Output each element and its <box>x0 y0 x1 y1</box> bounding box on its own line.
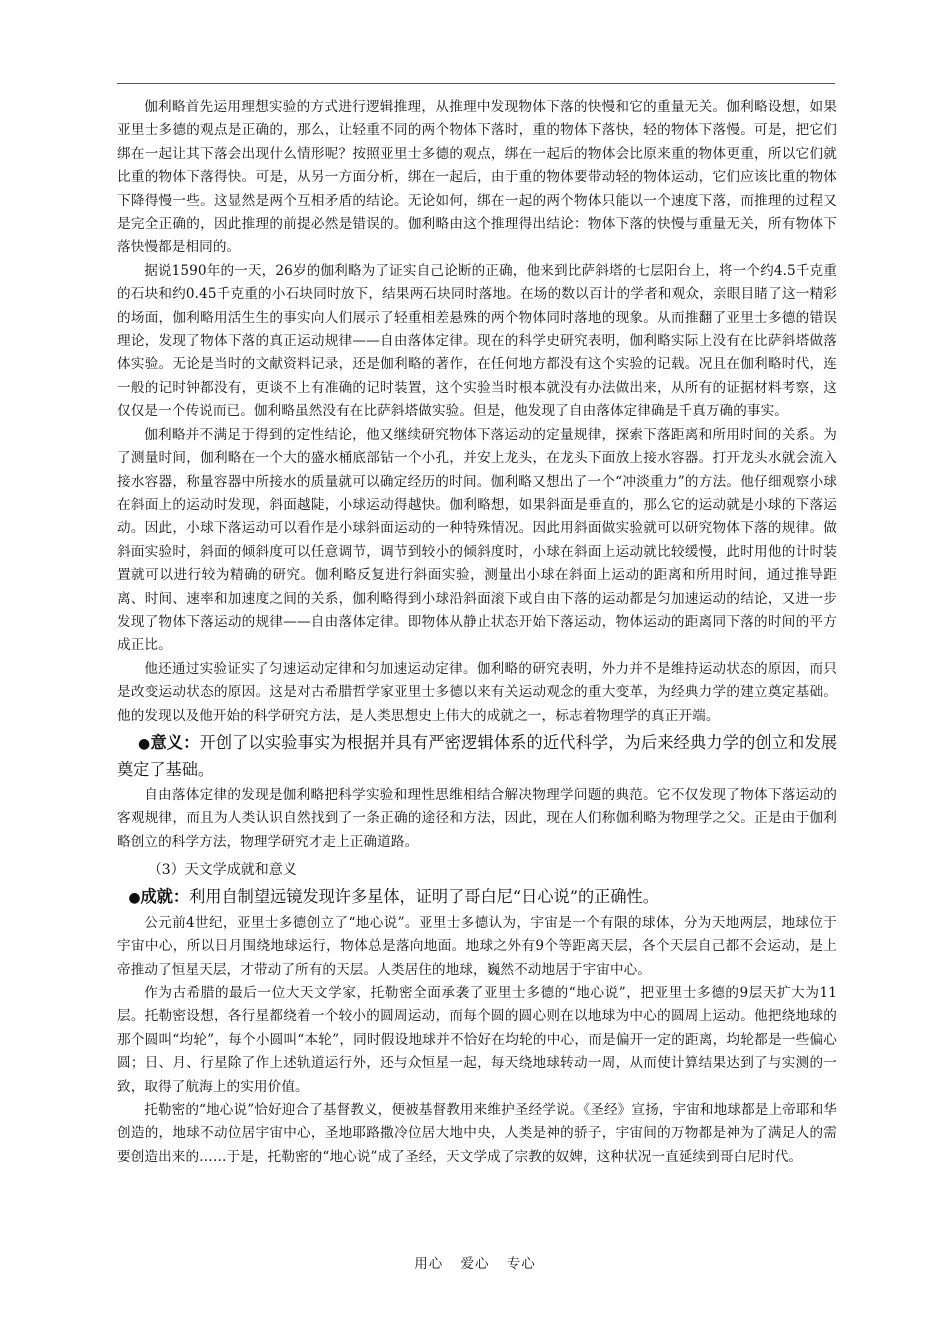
document-body <box>117 96 837 1169</box>
footer-word: 爱心 <box>460 1256 490 1272</box>
page-footer <box>0 1252 950 1272</box>
achievement-text: 利用自制望远镜发现许多星体，证明了哥白尼“日心说”的正确性。 <box>189 887 659 907</box>
paragraph-ptolemy: 作为古希腊的最后一位大天文学家，托勒密全面承袭了亚里士多德的“地心说”，把亚里士多德的9层天扩大为11层。托勒密设想，各行星都绕着一个较小的圆周运动，而每个圆的圆心则在以地球为中心的圆周上运动。他把绕地球的那个圆叫“均轮”，每个小圆叫“本轮”，同时假设地球并不恰好在均轮的中心，而是偏开一定的距离，均轮都是一些偏心圆；日、月、行星除了作上述轨道运行外，还与众恒星一起，每天绕地球转动一周，从而使计算结果达到了与实测的一致，取得了航海上的实用价值。 <box>117 984 837 1095</box>
paragraph-motion-laws: 他还通过实验证实了匀速运动定律和匀加速运动定律。伽利略的研究表明，外力并不是维持运动状态的原因，而只是改变运动状态的原因。这是对古希腊哲学家亚里士多德以来有关运动观念的重大变革，为经典力学的建立奠定基础。他的发现以及他开始的科学研究方法，是人类思想史上伟大的成就之一，标志着物理学的真正开端。 <box>117 660 837 724</box>
significance-label: 意义 <box>150 732 184 752</box>
achievement-statement <box>117 884 837 912</box>
achievement-label: 成就 <box>140 887 173 907</box>
significance-statement <box>117 730 837 784</box>
significance-text: 开创了以实验事实为根据并具有严密逻辑体系的近代科学，为后来经典力学的创立和发展奠定了基础。 <box>117 732 838 780</box>
footer-word: 专心 <box>506 1256 536 1272</box>
paragraph-geocentric-aristotle: 公元前4世纪，亚里士多德创立了“地心说”。亚里士多德认为，宇宙是一个有限的球体，分为天地两层，地球位于宇宙中心，所以日月围绕地球运行，物体总是落向地面。地球之外有9个等距离天层，各个天层自己都不会运动，是上帝推动了恒星天层，才带动了所有的天层。人类居住的地球，巍然不动地居于宇宙中心。 <box>117 914 837 978</box>
bullet-icon: ● <box>128 890 141 907</box>
section-heading-astronomy: （3）天文学成就和意义 <box>147 862 297 879</box>
achievement-colon: ： <box>172 887 190 907</box>
header-rule <box>117 83 835 84</box>
paragraph-thought-experiment: 伽利略首先运用理想实验的方式进行逻辑推理，从推理中发现物体下落的快慢和它的重量无关。伽利略设想，如果亚里士多德的观点是正确的，那么，让轻重不同的两个物体下落时，重的物体下落快，轻的物体下落慢。可是，把它们绑在一起让其下落会出现什么情形呢？按照亚里士多德的观点，绑在一起后的物体会比原来重的物体更重，所以它们就比重的物体下落得快。可是，从另一方面分析，绑在一起后，由于重的物体要带动轻的物体运动，它们应该比重的物体下降得慢一些。这显然是两个互相矛盾的结论。无论如何，绑在一起的两个物体只能以一个速度下落，而推理的过程又是完全正确的，因此推理的前提必然是错误的。伽利略由这个推理得出结论：物体下落的快慢与重量无关，所有物体下落快慢都是相同的。 <box>117 99 837 256</box>
paragraph-church: 托勒密的“地心说”恰好迎合了基督教义，便被基督教用来维护圣经学说。《圣经》宣扬，宇宙和地球都是上帝耶和华创造的，地球不动位居宇宙中心，圣地耶路撒冷位居大地中央，人类是神的骄子，宇宙间的万物都是神为了满足人的需要创造出来的……于是，托勒密的“地心说”成了圣经，天文学成了宗教的奴婢，这种状况一直延续到哥白尼时代。 <box>117 1101 837 1165</box>
bullet-icon: ● <box>138 735 151 752</box>
paragraph-pisa-tower: 据说1590年的一天，26岁的伽利略为了证实自己论断的正确，他来到比萨斜塔的七层阳台上，将一个约4.5千克重的石块和约0.45千克重的小石块同时放下，结果两石块同时落地。在场的数以百计的学者和观众，亲眼目睹了这一精彩的场面，伽利略用活生生的事实向人们展示了轻重相差悬殊的两个物体同时落地的现象。从而推翻了亚里士多德的错误理论，发现了物体下落的真正运动规律——自由落体定律。现在的科学史研究表明，伽利略实际上没有在比萨斜塔做落体实验。无论是当时的文献资料记录，还是伽利略的著作，在任何地方都没有这个实验的记载。况且在伽利略时代，连一般的记时钟都没有，更谈不上有准确的记时装置，这个实验当时根本就没有办法做出来，从所有的证据材料考察，这仅仅是一个传说而已。伽利略虽然没有在比萨斜塔做实验。但是，他发现了自由落体定律确是千真万确的事实。 <box>117 262 837 420</box>
significance-colon: ： <box>183 732 200 752</box>
paragraph-inclined-plane: 伽利略并不满足于得到的定性结论，他又继续研究物体下落运动的定量规律，探索下落距离和所用时间的关系。为了测量时间，伽利略在一个大的盛水桶底部钻一个小孔，并安上龙头，在龙头下面放上接水容器。打开龙头水就会流入接水容器，称量容器中所接水的质量就可以确定经历的时间。伽利略又想出了一个“冲淡重力”的方法。他仔细观察小球在斜面上的运动时发现，斜面越陡，小球运动得越快。伽利略想，如果斜面是垂直的，那么它的运动就是小球的下落运动。因此，小球下落运动可以看作是小球斜面运动的一种特殊情况。因此用斜面做实验就可以研究物体下落的规律。做斜面实验时，斜面的倾斜度可以任意调节，调节到较小的倾斜度时，小球在斜面上运动就比较缓慢，此时用他的计时装置就可以进行较为精确的研究。伽利略反复进行斜面实验，测量出小球在斜面上运动的距离和所用时间，通过推导距离、时间、速率和加速度之间的关系，伽利略得到小球沿斜面滚下或自由下落的运动都是匀加速运动的结论，又进一步发现了物体下落运动的规律——自由落体定律。即物体从静止状态开始下落运动，物体运动的距离同下落的时间的平方成正比。 <box>117 426 837 654</box>
paragraph-free-fall-discovery: 自由落体定律的发现是伽利略把科学实验和理性思维相结合解决物理学问题的典范。它不仅发现了物体下落运动的客观规律，而且为人类认识自然找到了一条正确的途径和方法，因此，现在人们称伽利略为物理学之父。正是由于伽利略创立的科学方法，物理学研究才走上正确道路。 <box>117 786 837 850</box>
footer-word: 用心 <box>414 1256 444 1272</box>
